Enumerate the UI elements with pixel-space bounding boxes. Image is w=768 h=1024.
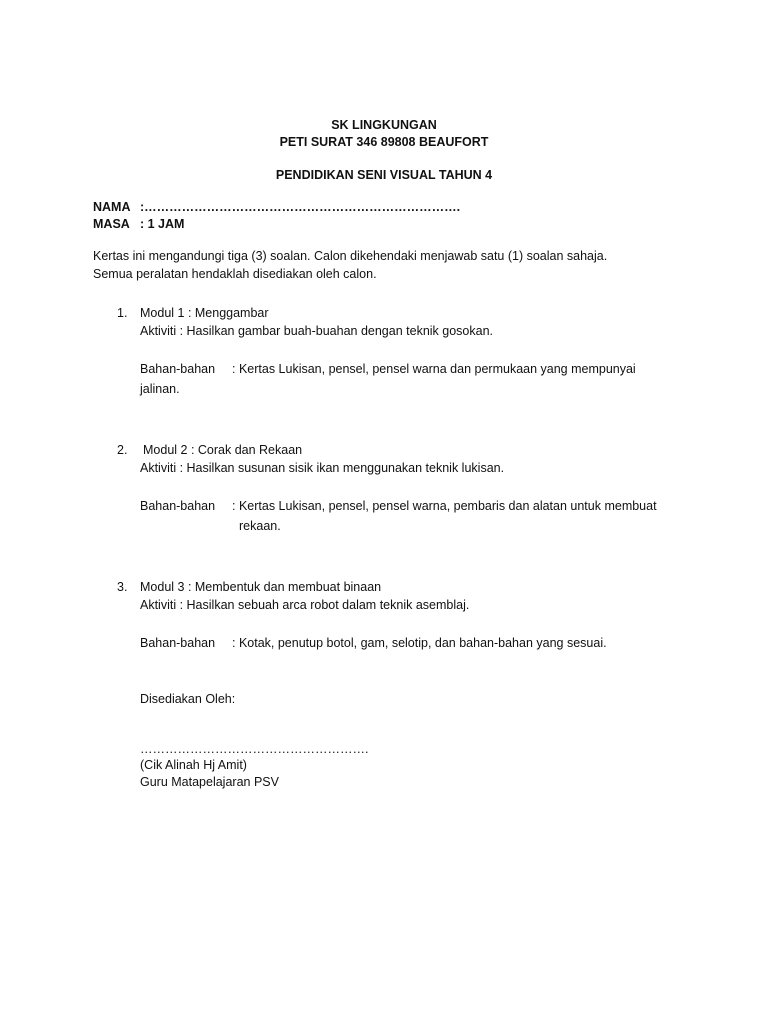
- teacher-name: (Cik Alinah Hj Amit): [140, 758, 247, 772]
- question-3-aktiviti: Aktiviti : Hasilkan sebuah arca robot dalam teknik asemblaj.: [140, 598, 470, 612]
- prepared-by-label: Disediakan Oleh:: [140, 692, 236, 706]
- question-2-title: Modul 2 : Corak dan Rekaan: [143, 443, 303, 457]
- question-3-title: Modul 3 : Membentuk dan membuat binaan: [140, 580, 382, 594]
- question-1-bahan-label: Bahan-bahan: [140, 362, 216, 376]
- question-3-bahan-label: Bahan-bahan: [140, 636, 216, 650]
- teacher-role: Guru Matapelajaran PSV: [140, 775, 279, 789]
- school-name: SK LINGKUNGAN: [331, 118, 437, 132]
- instruction-line-2: Semua peralatan hendaklah disediakan oleh calon.: [93, 267, 377, 281]
- question-3-bahan-line-1: : Kotak, penutup botol, gam, selotip, dan bahan-bahan yang sesuai.: [232, 636, 607, 650]
- signature-line: ……………………………………………….: [140, 742, 369, 756]
- masa-value: : 1 JAM: [140, 217, 185, 231]
- nama-value: :………………………………………………………………….: [140, 200, 461, 214]
- question-2-bahan-line-2: rekaan.: [239, 519, 281, 533]
- subject-title: PENDIDIKAN SENI VISUAL TAHUN 4: [275, 168, 493, 182]
- question-2-bahan-label: Bahan-bahan: [140, 499, 216, 513]
- question-1-bahan-line-1: : Kertas Lukisan, pensel, pensel warna dan permukaan yang mempunyai: [232, 362, 636, 376]
- instruction-line-1: Kertas ini mengandungi tiga (3) soalan. Calon dikehendaki menjawab satu (1) soalan sahaja.: [93, 249, 608, 263]
- question-1-number: 1.: [117, 306, 128, 320]
- nama-label: NAMA: [93, 200, 131, 214]
- school-address: PETI SURAT 346 89808 BEAUFORT: [279, 135, 489, 149]
- question-1-bahan-line-2: jalinan.: [140, 382, 180, 396]
- question-2-aktiviti: Aktiviti : Hasilkan susunan sisik ikan menggunakan teknik lukisan.: [140, 461, 505, 475]
- question-2-bahan-line-1: : Kertas Lukisan, pensel, pensel warna, pembaris dan alatan untuk membuat: [232, 499, 657, 513]
- question-1-title: Modul 1 : Menggambar: [140, 306, 269, 320]
- question-2-number: 2.: [117, 443, 128, 457]
- question-3-number: 3.: [117, 580, 128, 594]
- question-1-aktiviti: Aktiviti : Hasilkan gambar buah-buahan dengan teknik gosokan.: [140, 324, 493, 338]
- masa-label: MASA: [93, 217, 130, 231]
